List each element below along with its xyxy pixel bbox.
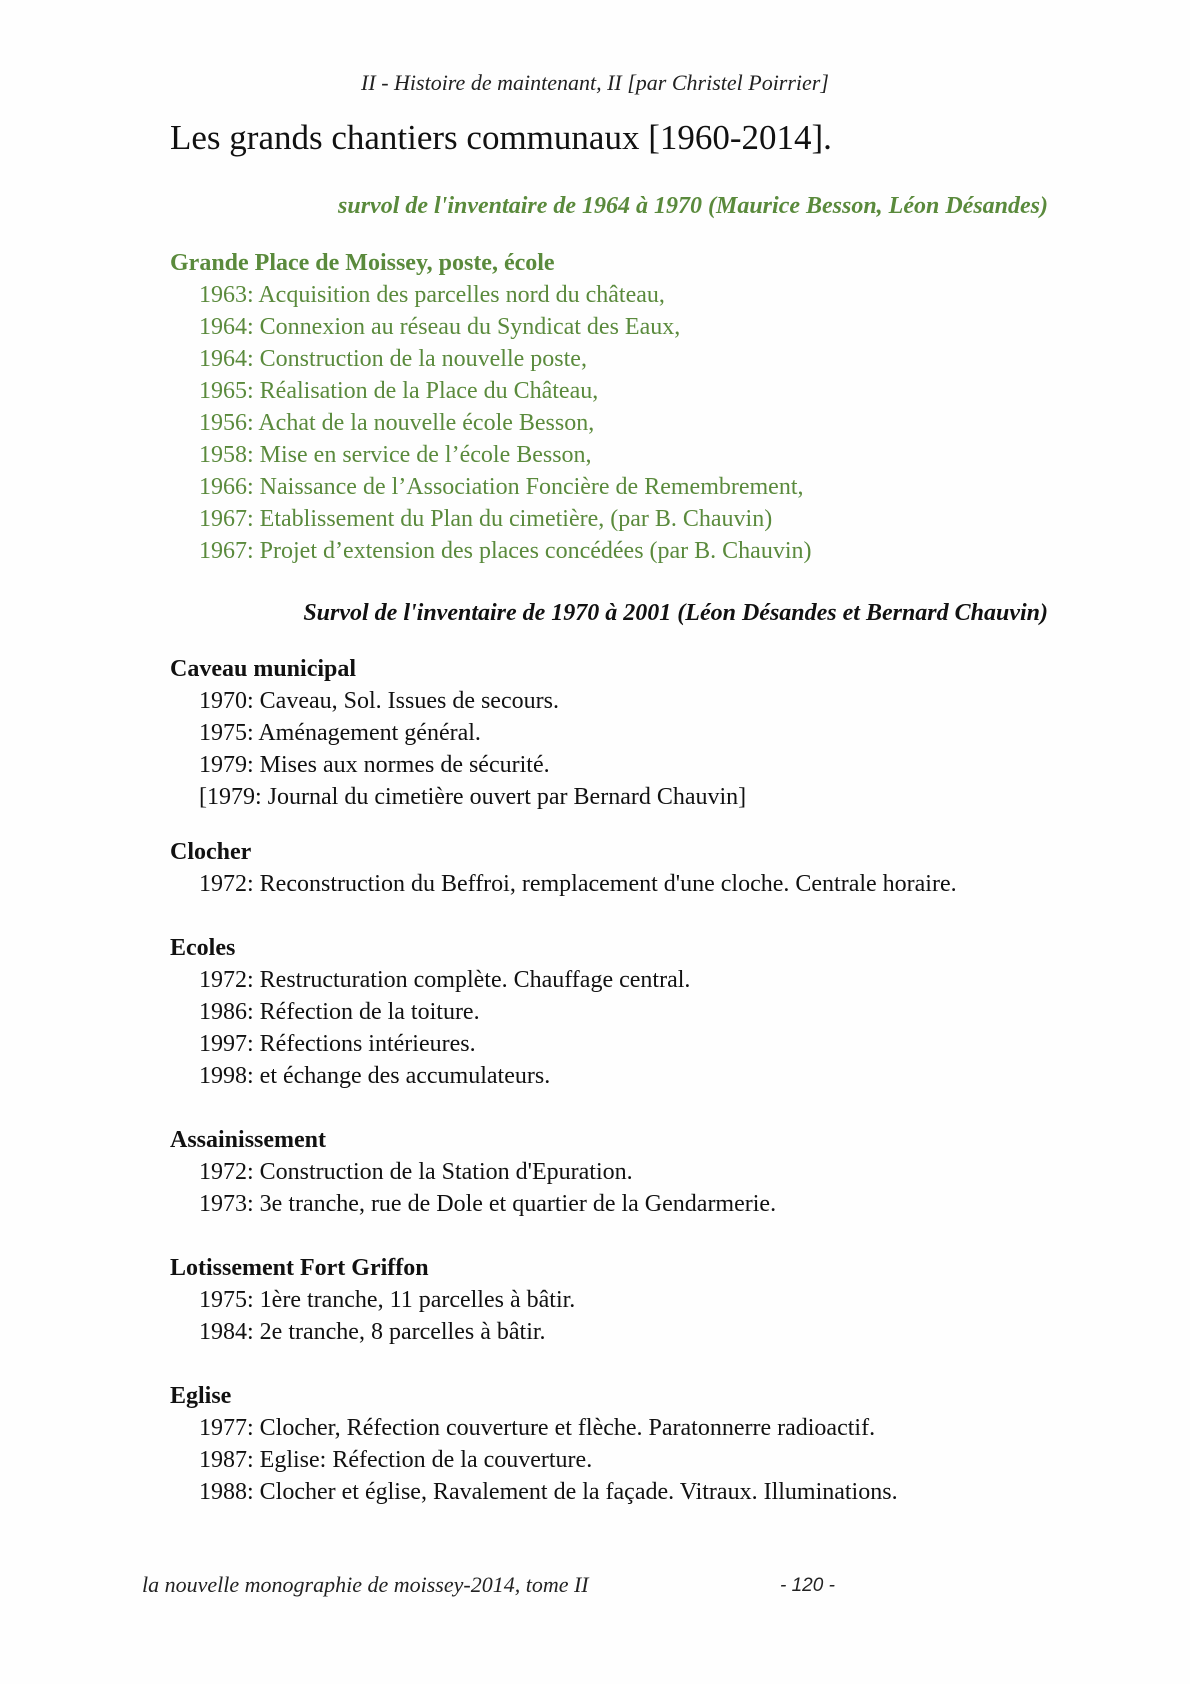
list-item: 1975: 1ère tranche, 11 parcelles à bâtir. (199, 1287, 576, 1313)
section-title: Eglise (170, 1383, 232, 1409)
list-item: 1956: Achat de la nouvelle école Besson, (199, 410, 595, 436)
list-item: 1972: Restructuration complète. Chauffage central. (199, 967, 691, 993)
list-item: 1965: Réalisation de la Place du Château, (199, 378, 599, 404)
list-item: 1979: Mises aux normes de sécurité. (199, 752, 550, 778)
section-caveau-municipal (170, 653, 1070, 813)
list-item: 1975: Aménagement général. (199, 720, 481, 746)
section-clocher (170, 836, 1070, 900)
list-item: 1967: Etablissement du Plan du cimetière, (par B. Chauvin) (199, 506, 773, 532)
list-item: 1997: Réfections intérieures. (199, 1031, 476, 1057)
list-item: [1979: Journal du cimetière ouvert par Bernard Chauvin] (199, 784, 747, 810)
list-item: 1966: Naissance de l’Association Foncière de Remembrement, (199, 474, 804, 500)
list-item: 1984: 2e tranche, 8 parcelles à bâtir. (199, 1319, 546, 1345)
section-lotissement-fort-griffon (170, 1252, 1070, 1348)
list-item: 1958: Mise en service de l’école Besson, (199, 442, 592, 468)
list-item: 1988: Clocher et église, Ravalement de la façade. Vitraux. Illuminations. (199, 1479, 898, 1505)
section-title: Clocher (170, 839, 252, 865)
section-title: Ecoles (170, 935, 236, 961)
section-ecoles (170, 932, 1070, 1092)
section-eglise (170, 1380, 1070, 1508)
list-item: 1970: Caveau, Sol. Issues de secours. (199, 688, 559, 714)
section-title: Assainissement (170, 1127, 327, 1153)
list-item: 1967: Projet d’extension des places concédées (par B. Chauvin) (199, 538, 812, 564)
survey-heading-1964-1970: survol de l'inventaire de 1964 à 1970 (Maurice Besson, Léon Désandes) (338, 193, 1048, 219)
list-item: 1998: et échange des accumulateurs. (199, 1063, 551, 1089)
section-assainissement (170, 1124, 1070, 1220)
section-title: Caveau municipal (170, 656, 357, 682)
list-item: 1986: Réfection de la toiture. (199, 999, 480, 1025)
list-item: 1972: Reconstruction du Beffroi, remplacement d'une cloche. Centrale horaire. (199, 871, 957, 897)
list-item: 1977: Clocher, Réfection couverture et flèche. Paratonnerre radioactif. (199, 1415, 876, 1441)
section-grande-place (170, 247, 1070, 567)
list-item: 1964: Construction de la nouvelle poste, (199, 346, 587, 372)
footer-publication-title: la nouvelle monographie de moissey-2014, tome II (142, 1572, 589, 1597)
section-title: Grande Place de Moissey, poste, école (170, 250, 555, 276)
list-item: 1964: Connexion au réseau du Syndicat des Eaux, (199, 314, 681, 340)
list-item: 1972: Construction de la Station d'Epuration. (199, 1159, 633, 1185)
survey-heading-1970-2001: Survol de l'inventaire de 1970 à 2001 (Léon Désandes et Bernard Chauvin) (303, 600, 1048, 626)
page-title: Les grands chantiers communaux [1960-2014]. (170, 118, 832, 157)
running-header: II - Histoire de maintenant, II [par Christel Poirrier] (361, 70, 829, 95)
list-item: 1987: Eglise: Réfection de la couverture. (199, 1447, 593, 1473)
footer-page-number: - 120 - (780, 1575, 835, 1596)
list-item: 1963: Acquisition des parcelles nord du château, (199, 282, 665, 308)
list-item: 1973: 3e tranche, rue de Dole et quartier de la Gendarmerie. (199, 1191, 777, 1217)
section-title: Lotissement Fort Griffon (170, 1255, 429, 1281)
